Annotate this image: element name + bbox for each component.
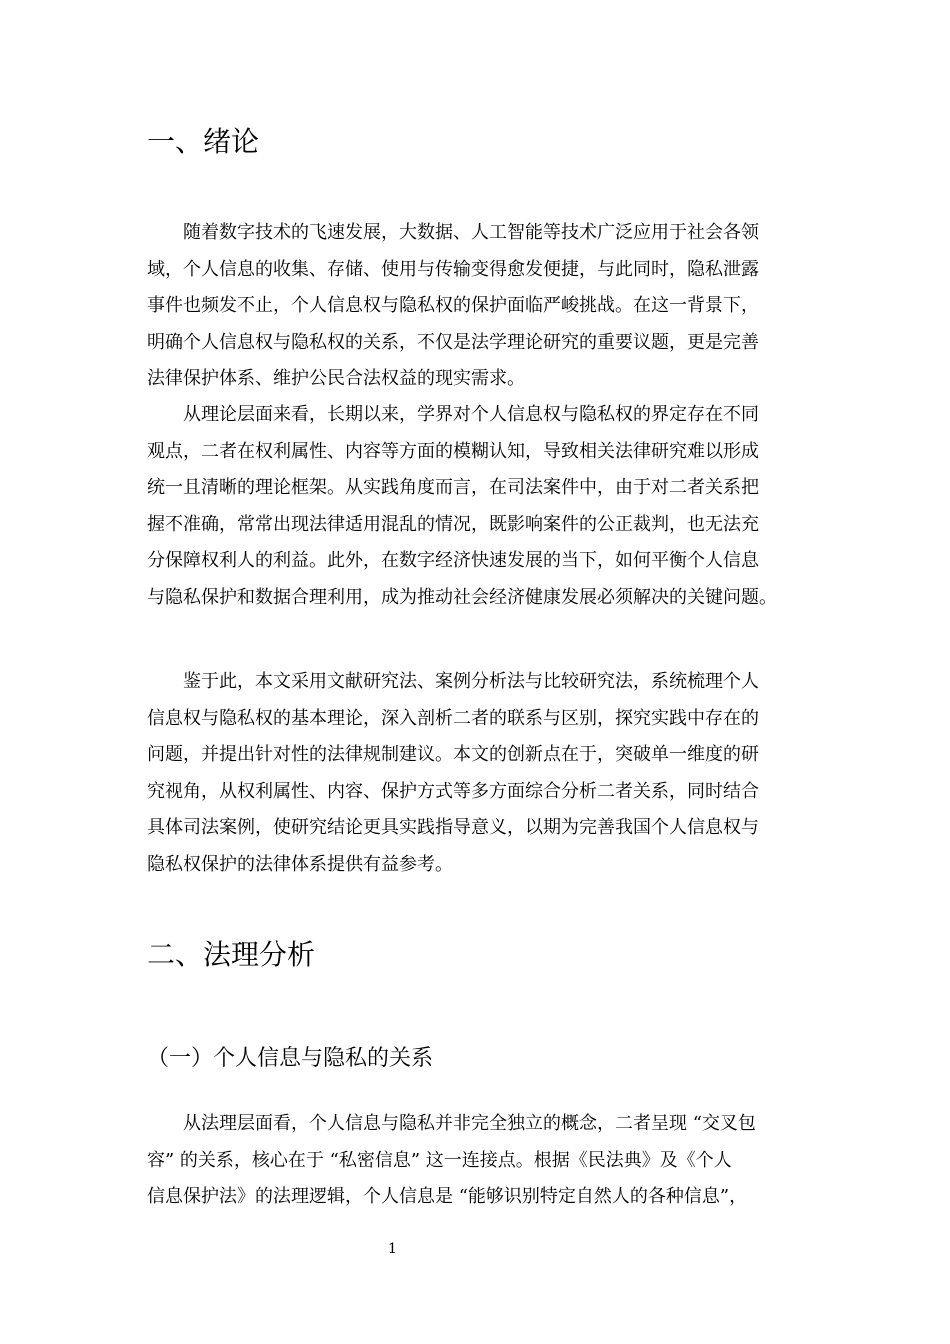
- section-title-legal-analysis: 二、法理分析: [147, 938, 316, 971]
- paragraph-line: 问题，并提出针对性的法律规制建议。本文的创新点在于，突破单一维度的研: [147, 744, 759, 765]
- paragraph-relationship: [147, 1106, 807, 1216]
- paragraph-line: 观点，二者在权利属性、内容等方面的模糊认知，导致相关法律研究难以形成: [147, 440, 759, 462]
- section-title-introduction: 一、绪论: [147, 125, 260, 158]
- paragraph-line: 具体司法案例，使研究结论更具实践指导意义，以期为完善我国个人信息权与: [147, 817, 759, 838]
- paragraph-line: 随着数字技术的飞速发展，大数据、人工智能等技术广泛应用于社会各领: [183, 222, 759, 243]
- paragraph-significance: [147, 397, 807, 616]
- paragraph-line: 事件也频发不止，个人信息权与隐私权的保护面临严峻挑战。在这一背景下，: [147, 295, 759, 316]
- paragraph-line: 分保障权利人的利益。此外，在数字经济快速发展的当下，如何平衡个人信息: [147, 550, 759, 571]
- paragraph-line: 域，个人信息的收集、存储、使用与传输变得愈发便捷，与此同时，隐私泄露: [147, 258, 759, 280]
- paragraph-methods: [147, 664, 807, 883]
- paragraph-line: 明确个人信息权与隐私权的关系，不仅是法学理论研究的重要议题，更是完善: [147, 331, 759, 353]
- page-number: 1: [388, 1241, 397, 1257]
- subsection-title-relationship: （一）个人信息与隐私的关系: [147, 1046, 434, 1071]
- paragraph-line: 容” 的关系，核心在于 “私密信息” 这一连接点。根据《民法典》及《个人: [147, 1149, 732, 1171]
- paragraph-line: 究视角，从权利属性、内容、保护方式等多方面综合分析二者关系，同时结合: [147, 780, 759, 802]
- paragraph-line: 信息保护法》的法理逻辑，个人信息是 “能够识别特定自然人的各种信息”，: [147, 1186, 748, 1207]
- paragraph-line: 从法理层面看，个人信息与隐私并非完全独立的概念，二者呈现 “交叉包: [183, 1113, 756, 1134]
- paragraph-background: [147, 215, 807, 398]
- paragraph-line: 统一且清晰的理论框架。从实践角度而言，在司法案件中，由于对二者关系把: [147, 477, 759, 498]
- paragraph-line: 从理论层面来看，长期以来，学界对个人信息权与隐私权的界定存在不同: [183, 404, 759, 425]
- paragraph-line: 与隐私保护和数据合理利用，成为推动社会经济健康发展必须解决的关键问题。: [147, 586, 777, 608]
- paragraph-line: 法律保护体系、维护公民合法权益的现实需求。: [147, 368, 525, 389]
- paragraph-line: 隐私权保护的法律体系提供有益参考。: [147, 853, 453, 875]
- paragraph-line: 鉴于此，本文采用文献研究法、案例分析法与比较研究法，系统梳理个人: [183, 671, 759, 692]
- paragraph-line: 握不准确，常常出现法律适用混乱的情况，既影响案件的公正裁判，也无法充: [147, 513, 759, 535]
- paragraph-line: 信息权与隐私权的基本理论，深入剖析二者的联系与区别，探究实践中存在的: [147, 707, 759, 729]
